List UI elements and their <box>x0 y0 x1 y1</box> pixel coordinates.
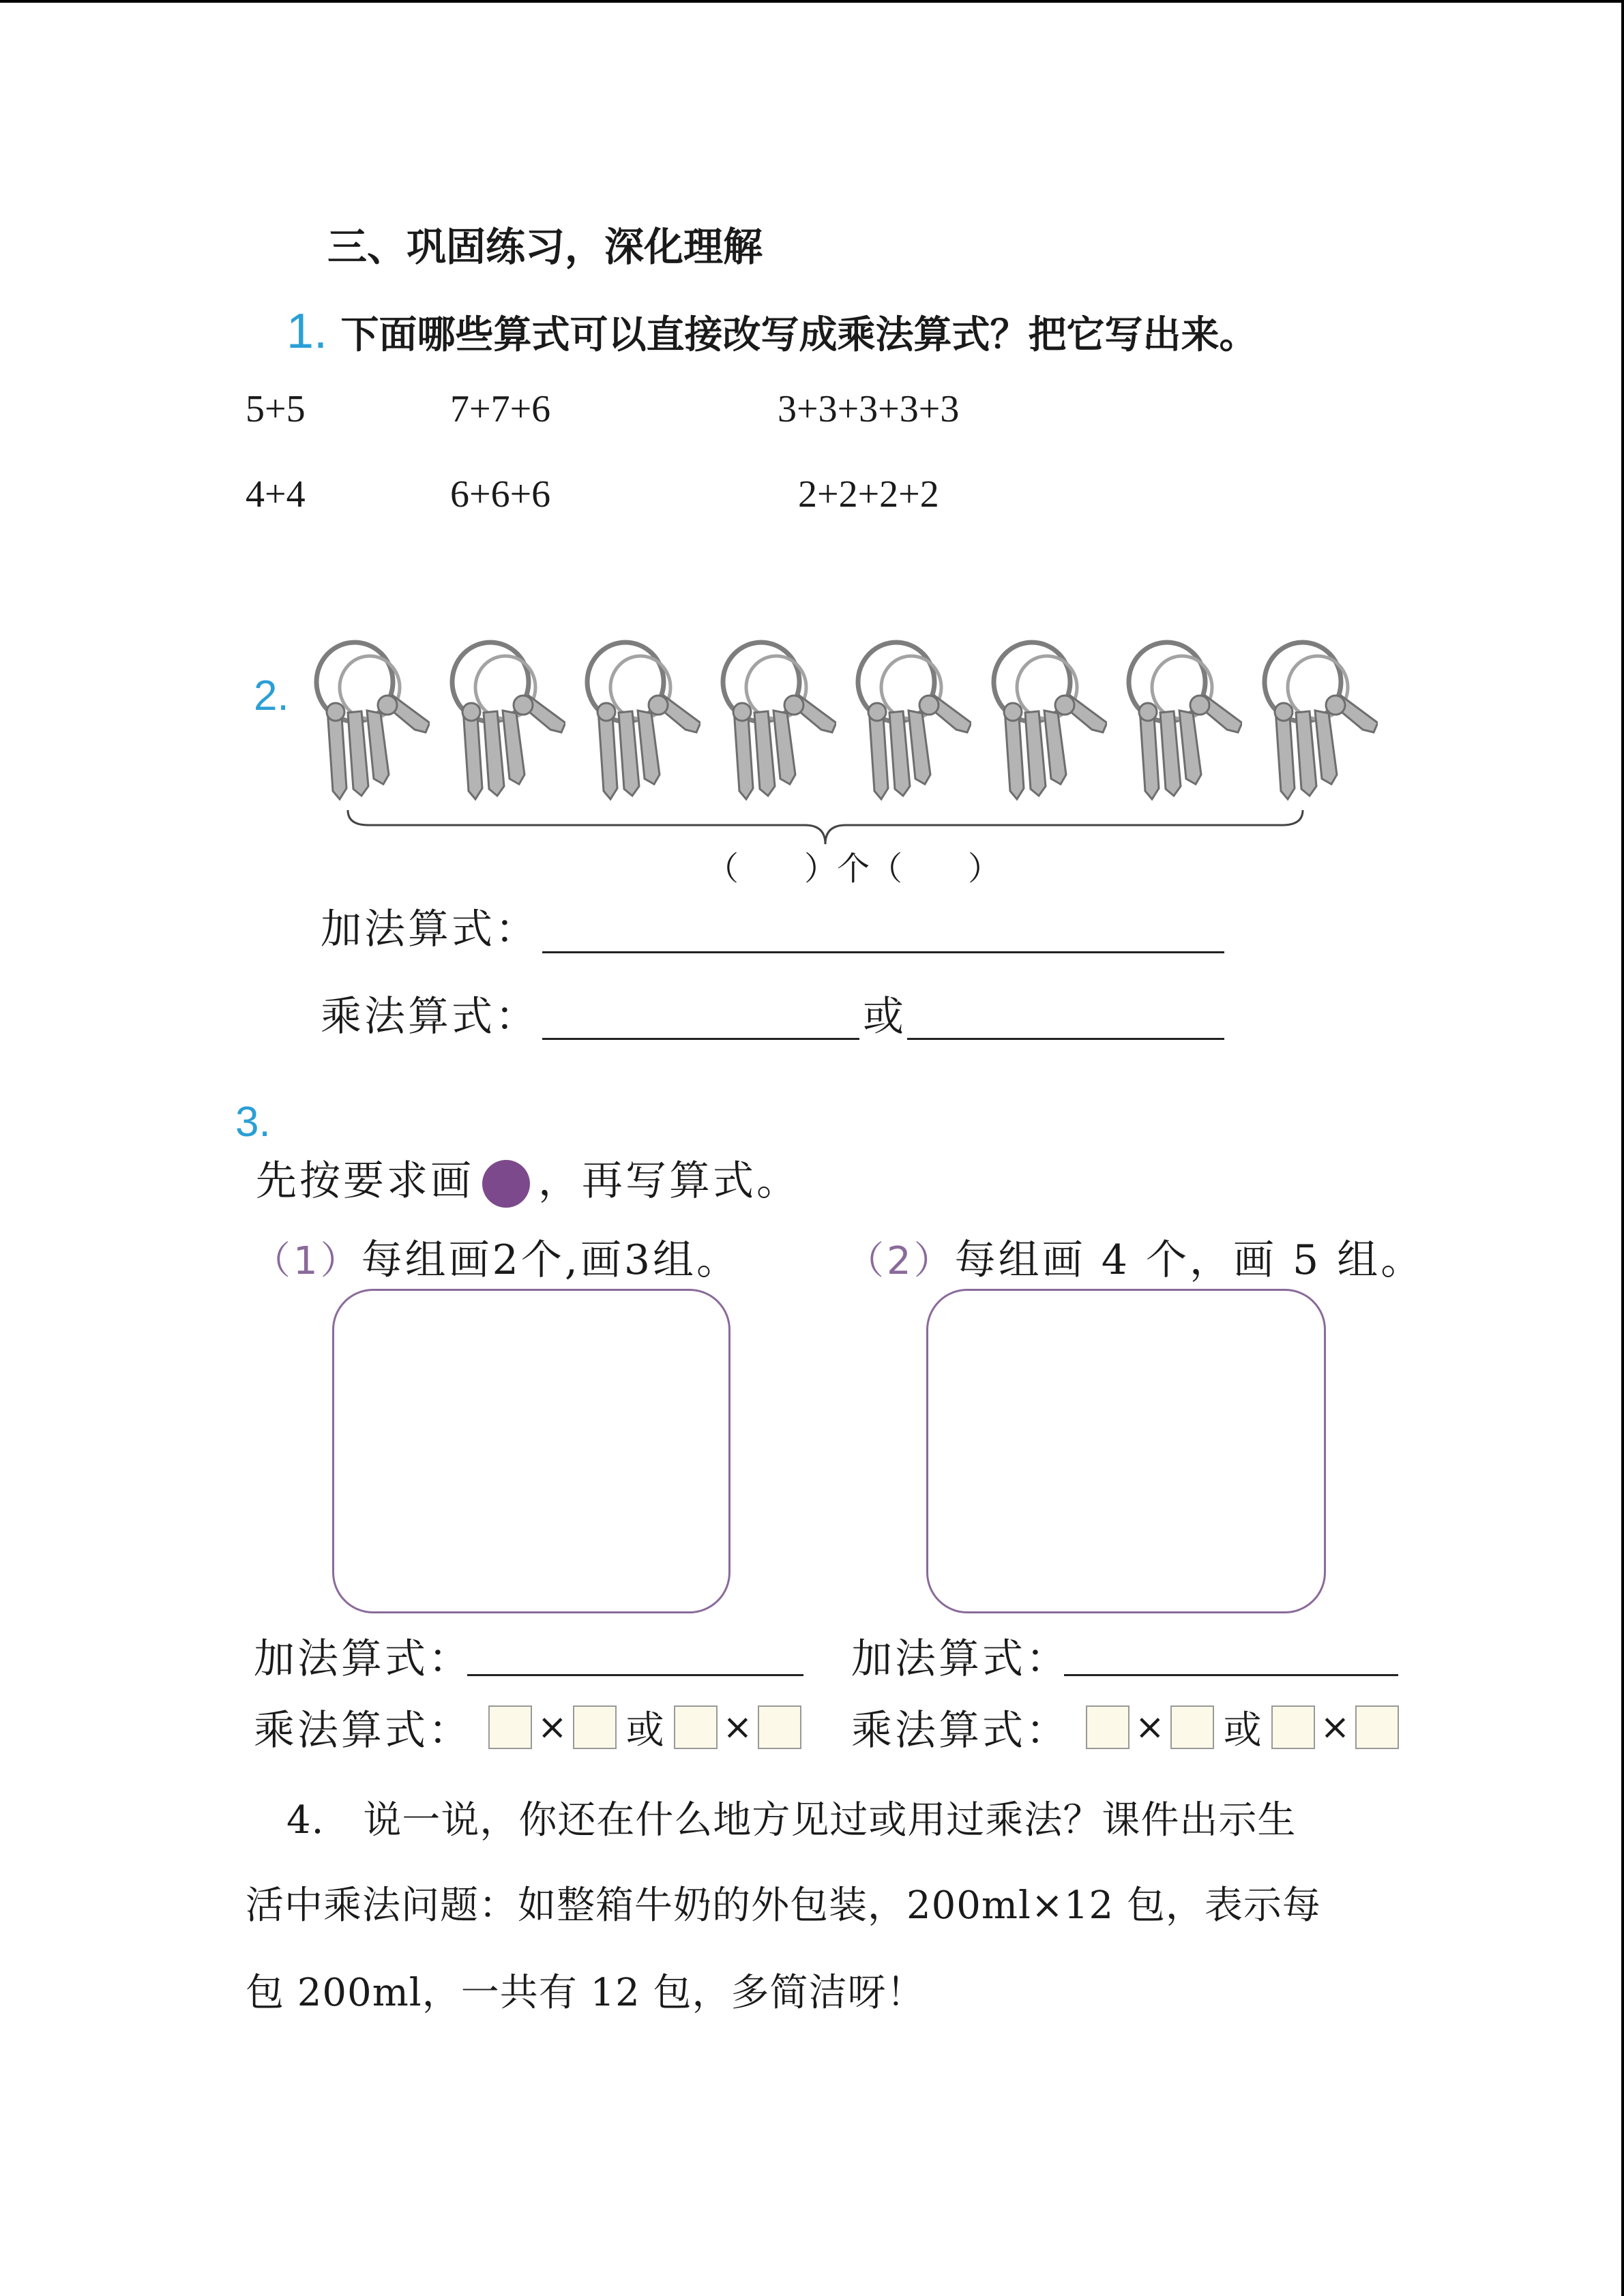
q3-part1-multiplication-label: 乘法算式： <box>254 1707 472 1755</box>
answer-square[interactable] <box>1086 1705 1130 1749</box>
brace-caption: （ ）个（ ） <box>706 850 1001 888</box>
q2-multiplication-answer-line-1[interactable] <box>542 1038 859 1040</box>
purple-dot-icon <box>482 1160 530 1208</box>
q3-instruction-after: ，再写算式。 <box>538 1157 800 1205</box>
answer-square[interactable] <box>674 1705 718 1749</box>
answer-square[interactable] <box>1355 1705 1399 1749</box>
keys-icon <box>848 634 971 811</box>
times-sign: × <box>722 1707 753 1748</box>
q4-line-2: 活中乘法问题：如整箱牛奶的外包装，200ml×12 包，表示每 <box>246 1883 1321 1928</box>
key-bunches-illustration <box>307 634 1378 811</box>
q3-part1-number: （1） <box>252 1239 361 1283</box>
q3-part1-drawing-box[interactable] <box>332 1289 730 1613</box>
times-sign: × <box>1135 1707 1165 1748</box>
q3-part2-title <box>846 1227 1424 1286</box>
q3-part2-multiplication-label: 乘法算式： <box>851 1707 1069 1755</box>
q1-expr-4: 4+4 <box>246 473 306 516</box>
times-sign: × <box>1320 1707 1350 1748</box>
q3-part1-text: 每组画2个,画3组。 <box>361 1236 741 1284</box>
answer-square[interactable] <box>1170 1705 1214 1749</box>
q1-number: 1. <box>286 304 328 359</box>
answer-square[interactable] <box>758 1705 801 1749</box>
keys-icon <box>713 634 836 811</box>
q3-part2-multiplication-row <box>851 1698 1399 1757</box>
or-text: 或 <box>1223 1708 1262 1753</box>
q3-part2-number: （2） <box>846 1239 955 1283</box>
keys-icon <box>443 634 565 811</box>
times-sign: × <box>537 1707 567 1748</box>
q1-title <box>286 303 1258 359</box>
q3-part1-addition-answer-line[interactable] <box>467 1674 803 1676</box>
q3-number: 3. <box>235 1099 271 1146</box>
q1-expr-1: 5+5 <box>246 388 306 430</box>
q4-line-1: 4. 说一说，你还在什么地方见过或用过乘法？课件出示生 <box>286 1798 1297 1843</box>
q1-text: 下面哪些算式可以直接改写成乘法算式？把它写出来。 <box>340 312 1258 357</box>
q3-part1-addition-label: 加法算式： <box>254 1635 472 1683</box>
q1-expr-3: 3+3+3+3+3 <box>778 388 960 430</box>
or-text: 或 <box>625 1708 664 1753</box>
q3-part2-addition-answer-line[interactable] <box>1064 1674 1398 1676</box>
q1-expr-5: 6+6+6 <box>450 473 551 516</box>
q3-part2-addition-label: 加法算式： <box>851 1635 1069 1683</box>
section-heading: 三、巩固练习，深化理解 <box>327 224 763 270</box>
keys-icon <box>984 634 1107 811</box>
q2-number: 2. <box>254 672 289 719</box>
keys-icon <box>1119 634 1242 811</box>
q2-addition-label: 加法算式： <box>321 906 539 953</box>
q3-instruction <box>256 1148 800 1208</box>
keys-icon <box>578 634 700 811</box>
q4-line-3: 包 200ml，一共有 12 包，多简洁呀！ <box>246 1971 926 2015</box>
q1-expr-6: 2+2+2+2 <box>798 473 939 516</box>
q2-or: 或 <box>863 993 906 1041</box>
keys-icon <box>1255 634 1378 811</box>
answer-square[interactable] <box>488 1705 532 1749</box>
answer-square[interactable] <box>573 1705 617 1749</box>
q2-addition-answer-line[interactable] <box>542 951 1224 953</box>
q3-part1-title <box>252 1227 740 1286</box>
answer-square[interactable] <box>1271 1705 1315 1749</box>
q2-multiplication-answer-line-2[interactable] <box>907 1038 1224 1040</box>
q2-multiplication-label: 乘法算式： <box>321 993 539 1041</box>
keys-icon <box>307 634 430 811</box>
q1-expr-2: 7+7+6 <box>450 388 551 430</box>
q3-instruction-before: 先按要求画 <box>256 1157 474 1205</box>
q3-part2-text: 每组画 4 个，画 5 组。 <box>954 1236 1425 1284</box>
q3-part1-multiplication-row <box>254 1698 801 1757</box>
q3-part2-drawing-box[interactable] <box>926 1289 1326 1613</box>
